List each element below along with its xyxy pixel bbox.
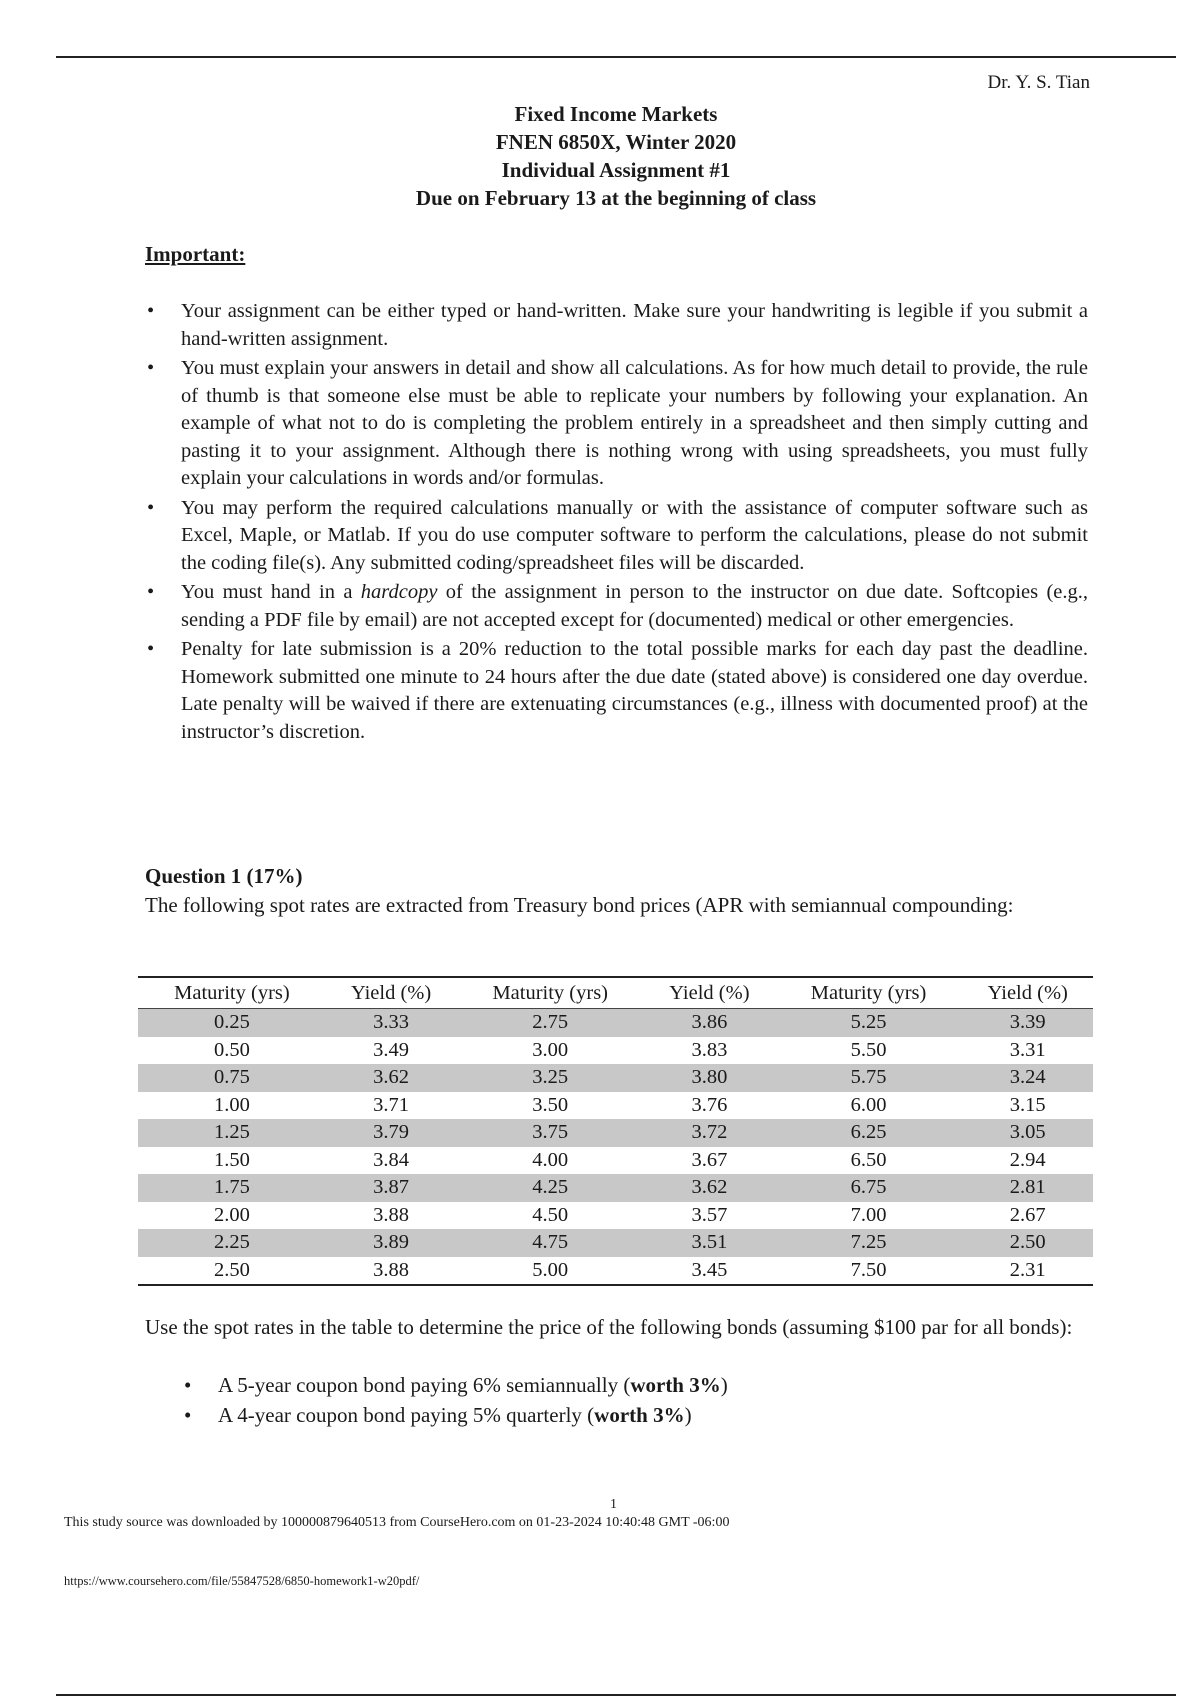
- maturity-cell: 1.25: [138, 1119, 326, 1147]
- yield-cell: 3.51: [644, 1229, 774, 1257]
- yield-cell: 3.86: [644, 1009, 774, 1037]
- yield-cell: 3.15: [1009, 1093, 1046, 1116]
- bottom-rule: [56, 1694, 1176, 1696]
- maturity-cell: 7.50: [850, 1258, 887, 1281]
- instruction-item: • You must explain your answers in detail and show all calculations. As for how much detail to provide, the rule of thumb is that someone else must be able to replicate your numbers by following your explanation. An example of what not to do is completing the problem entirely in a spreadsheet and then simply cutting and pasting it to your assignment. Although there is nothing wrong with using spreadsheets, you must fully explain your calculations in words and/or formulas.: [145, 355, 1088, 493]
- maturity-cell: 6.75: [775, 1174, 963, 1202]
- maturity-cell: 1.75: [138, 1174, 326, 1202]
- maturity-cell: 6.25: [775, 1119, 963, 1147]
- instruction-item: • You may perform the required calculations manually or with the assistance of computer software such as Excel, Maple, or Matlab. If you do use computer software to perform the calculations, please do not submit the coding file(s). Any submitted coding/spreadsheet files will be discarded.: [145, 495, 1088, 578]
- column-header: Yield (%): [962, 977, 1093, 1009]
- maturity-cell: 4.75: [456, 1229, 644, 1257]
- bond-text: A 4-year coupon bond paying 5% quarterly (: [218, 1403, 595, 1427]
- yield-cell: 3.31: [1009, 1038, 1046, 1061]
- maturity-cell: 5.00: [532, 1258, 569, 1281]
- maturity-cell: 3.25: [456, 1064, 644, 1092]
- table-row: [138, 1174, 1093, 1202]
- yield-cell: 3.84: [373, 1148, 410, 1171]
- maturity-cell: 0.25: [138, 1009, 326, 1037]
- yield-cell: 3.57: [691, 1203, 728, 1226]
- maturity-cell: 1.50: [213, 1148, 250, 1171]
- maturity-cell: 6.50: [850, 1148, 887, 1171]
- download-notice: This study source was downloaded by 100000879640513 from CourseHero.com on 01-23-2024 10:40:48 GMT -06:00: [64, 1515, 730, 1530]
- yield-cell: 3.62: [326, 1064, 456, 1092]
- bond-worth: worth 3%: [594, 1403, 685, 1427]
- yield-cell: 3.45: [691, 1258, 728, 1281]
- assignment-number: Individual Assignment #1: [501, 158, 731, 182]
- bond-text: A 5-year coupon bond paying 6% semiannually (: [218, 1373, 631, 1397]
- column-header: Maturity (yrs): [138, 977, 326, 1009]
- yield-cell: 3.76: [691, 1093, 728, 1116]
- maturity-cell: 6.00: [850, 1093, 887, 1116]
- course-title: Fixed Income Markets: [514, 102, 718, 126]
- maturity-cell: 0.50: [213, 1038, 250, 1061]
- column-header: Yield (%): [326, 977, 456, 1009]
- maturity-cell: 3.00: [532, 1038, 569, 1061]
- maturity-cell: 3.75: [456, 1119, 644, 1147]
- table-row: [138, 1064, 1093, 1092]
- yield-cell: 3.05: [962, 1119, 1093, 1147]
- document-title: [0, 100, 1200, 212]
- yield-cell: 3.88: [373, 1258, 410, 1281]
- yield-cell: 3.79: [326, 1119, 456, 1147]
- yield-cell: 3.49: [373, 1038, 410, 1061]
- maturity-cell: 4.50: [532, 1203, 569, 1226]
- yield-cell: 2.50: [962, 1229, 1093, 1257]
- table-row: [138, 1257, 1093, 1286]
- bond-worth: worth 3%: [630, 1373, 721, 1397]
- question-heading: Question 1 (17%): [145, 864, 303, 888]
- bond-list: [182, 1370, 728, 1430]
- table-row: [138, 1119, 1093, 1147]
- question-intro: The following spot rates are extracted from Treasury bond prices (APR with semiannual compounding:: [145, 893, 1014, 917]
- yield-cell: 3.62: [644, 1174, 774, 1202]
- instruction-item: [145, 579, 1088, 634]
- table-row: [138, 1092, 1093, 1120]
- yield-cell: 2.81: [962, 1174, 1093, 1202]
- column-header: Maturity (yrs): [456, 977, 644, 1009]
- table-body: [138, 1009, 1093, 1286]
- column-header: Maturity (yrs): [775, 977, 963, 1009]
- maturity-cell: 4.00: [532, 1148, 569, 1171]
- bond-text-close: ): [684, 1403, 692, 1427]
- instruction-text: You must hand in a: [181, 581, 361, 603]
- due-date: Due on February 13 at the beginning of class: [415, 186, 817, 210]
- maturity-cell: 3.50: [532, 1093, 569, 1116]
- spot-rate-table: [138, 976, 1093, 1286]
- yield-cell: 3.33: [326, 1009, 456, 1037]
- yield-cell: 2.67: [1009, 1203, 1046, 1226]
- table-row: [138, 1229, 1093, 1257]
- yield-cell: 3.89: [326, 1229, 456, 1257]
- instruction-item: • Penalty for late submission is a 20% reduction to the total possible marks for each day past the deadline. Homework submitted one minute to 24 hours after the due date (stated above) is considered one day overdue. Late penalty will be waived if there are extenuating circumstances (e.g., illness with documented proof) at the instructor’s discretion.: [145, 636, 1088, 746]
- yield-cell: 3.80: [644, 1064, 774, 1092]
- course-code: FNEN 6850X, Winter 2020: [495, 130, 737, 154]
- important-heading: Important:: [145, 242, 246, 266]
- maturity-cell: 7.25: [775, 1229, 963, 1257]
- yield-cell: 3.71: [373, 1093, 410, 1116]
- maturity-cell: 2.75: [456, 1009, 644, 1037]
- yield-cell: 3.67: [691, 1148, 728, 1171]
- table-row: [138, 1037, 1093, 1065]
- author-name: Dr. Y. S. Tian: [987, 72, 1090, 93]
- instructions-list: [145, 298, 1088, 748]
- table-row: [138, 1009, 1093, 1037]
- maturity-cell: 0.75: [138, 1064, 326, 1092]
- table-row: [138, 1147, 1093, 1175]
- maturity-cell: 2.50: [213, 1258, 250, 1281]
- instruction-emphasis: hardcopy: [360, 581, 438, 603]
- top-rule: [56, 56, 1176, 58]
- yield-cell: 3.24: [962, 1064, 1093, 1092]
- table-header-row: [138, 977, 1093, 1009]
- yield-cell: 2.94: [1009, 1148, 1046, 1171]
- maturity-cell: 1.00: [213, 1093, 250, 1116]
- page-number: 1: [610, 1497, 617, 1512]
- instruction-text: of the assignment in person to the instructor on due date. Softcopies (e.g., sending a PDF file by email) are not accepted except for (documented) medical or other emergencies.: [181, 581, 1089, 631]
- instruction-item: • Your assignment can be either typed or hand-written. Make sure your handwriting is legible if you submit a hand-written assignment.: [145, 298, 1088, 353]
- yield-cell: 2.31: [1009, 1258, 1046, 1281]
- maturity-cell: 5.75: [775, 1064, 963, 1092]
- maturity-cell: 5.25: [775, 1009, 963, 1037]
- bond-item: [182, 1400, 728, 1430]
- maturity-cell: 2.00: [213, 1203, 250, 1226]
- column-header: Yield (%): [644, 977, 774, 1009]
- yield-cell: 3.39: [962, 1009, 1093, 1037]
- maturity-cell: 5.50: [850, 1038, 887, 1061]
- yield-cell: 3.72: [644, 1119, 774, 1147]
- source-url[interactable]: https://www.coursehero.com/file/55847528/6850-homework1-w20pdf/: [64, 1574, 420, 1588]
- bond-instructions: Use the spot rates in the table to determine the price of the following bonds (assuming $100 par for all bonds):: [145, 1315, 1073, 1339]
- bond-item: [182, 1370, 728, 1400]
- maturity-cell: 4.25: [456, 1174, 644, 1202]
- maturity-cell: 7.00: [850, 1203, 887, 1226]
- table-row: [138, 1202, 1093, 1230]
- bond-text-close: ): [720, 1373, 728, 1397]
- yield-cell: 3.87: [326, 1174, 456, 1202]
- yield-cell: 3.88: [373, 1203, 410, 1226]
- yield-cell: 3.83: [691, 1038, 728, 1061]
- maturity-cell: 2.25: [138, 1229, 326, 1257]
